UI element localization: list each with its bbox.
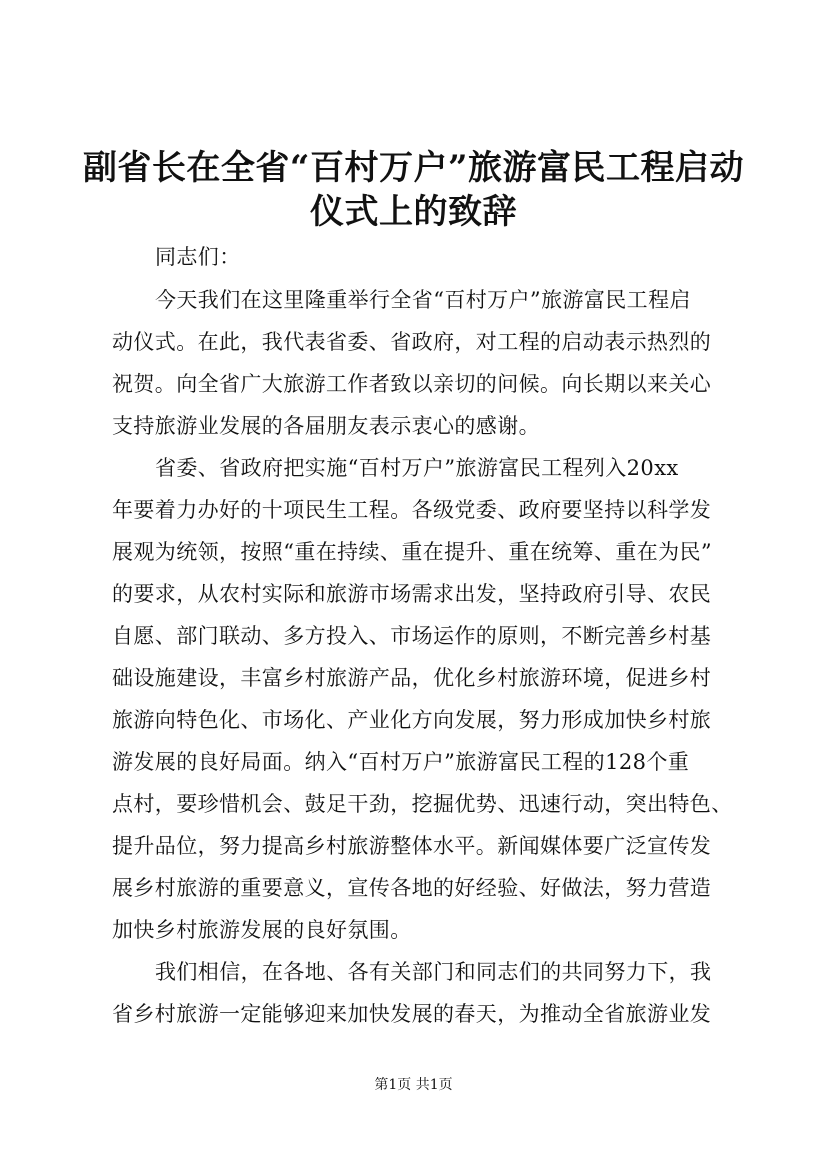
paragraph-line: 自愿、部门联动、多方投入、市场运作的原则，不断完善乡村基 (112, 624, 712, 648)
paragraph-line: 加快乡村旅游发展的良好氛围。 (112, 918, 412, 942)
paragraph-line: 提升品位，努力提高乡村旅游整体水平。新闻媒体要广泛宣传发 (112, 834, 712, 858)
paragraph-line: 省委、省政府把实施“百村万户”旅游富民工程列入20xx (155, 456, 679, 480)
paragraph-line: 祝贺。向全省广大旅游工作者致以亲切的问候。向长期以来关心 (112, 372, 712, 396)
paragraph-line: 省乡村旅游一定能够迎来加快发展的春天，为推动全省旅游业发 (112, 1002, 712, 1026)
paragraph-line: 的要求，从农村实际和旅游市场需求出发，坚持政府引导、农民 (112, 582, 712, 606)
paragraph-line: 展观为统领，按照“重在持续、重在提升、重在统筹、重在为民” (112, 540, 713, 564)
paragraph-line: 旅游向特色化、市场化、产业化方向发展，努力形成加快乡村旅 (112, 708, 712, 732)
page-number-footer: 第1页 共1页 (374, 1077, 453, 1093)
paragraph-line: 年要着力办好的十项民生工程。各级党委、政府要坚持以科学发 (112, 498, 712, 522)
paragraph-line: 今天我们在这里隆重举行全省“百村万户”旅游富民工程启 (155, 288, 691, 312)
document-title-line-1: 副省长在全省“百村万户”旅游富民工程启动 (82, 148, 745, 188)
document-title-line-2: 仪式上的致辞 (310, 192, 517, 232)
paragraph-line: 动仪式。在此，我代表省委、省政府，对工程的启动表示热烈的 (112, 330, 712, 354)
paragraph-line: 础设施建设，丰富乡村旅游产品，优化乡村旅游环境，促进乡村 (112, 666, 712, 690)
paragraph-line: 我们相信，在各地、各有关部门和同志们的共同努力下，我 (155, 960, 712, 984)
paragraph-line: 展乡村旅游的重要意义，宣传各地的好经验、好做法，努力营造 (112, 876, 712, 900)
salutation: 同志们： (155, 245, 241, 269)
paragraph-line: 游发展的良好局面。纳入“百村万户”旅游富民工程的128个重 (112, 750, 690, 774)
paragraph-line: 支持旅游业发展的各届朋友表示衷心的感谢。 (112, 414, 540, 438)
paragraph-line: 点村，要珍惜机会、鼓足干劲，挖掘优势、迅速行动，突出特色、 (112, 792, 733, 816)
